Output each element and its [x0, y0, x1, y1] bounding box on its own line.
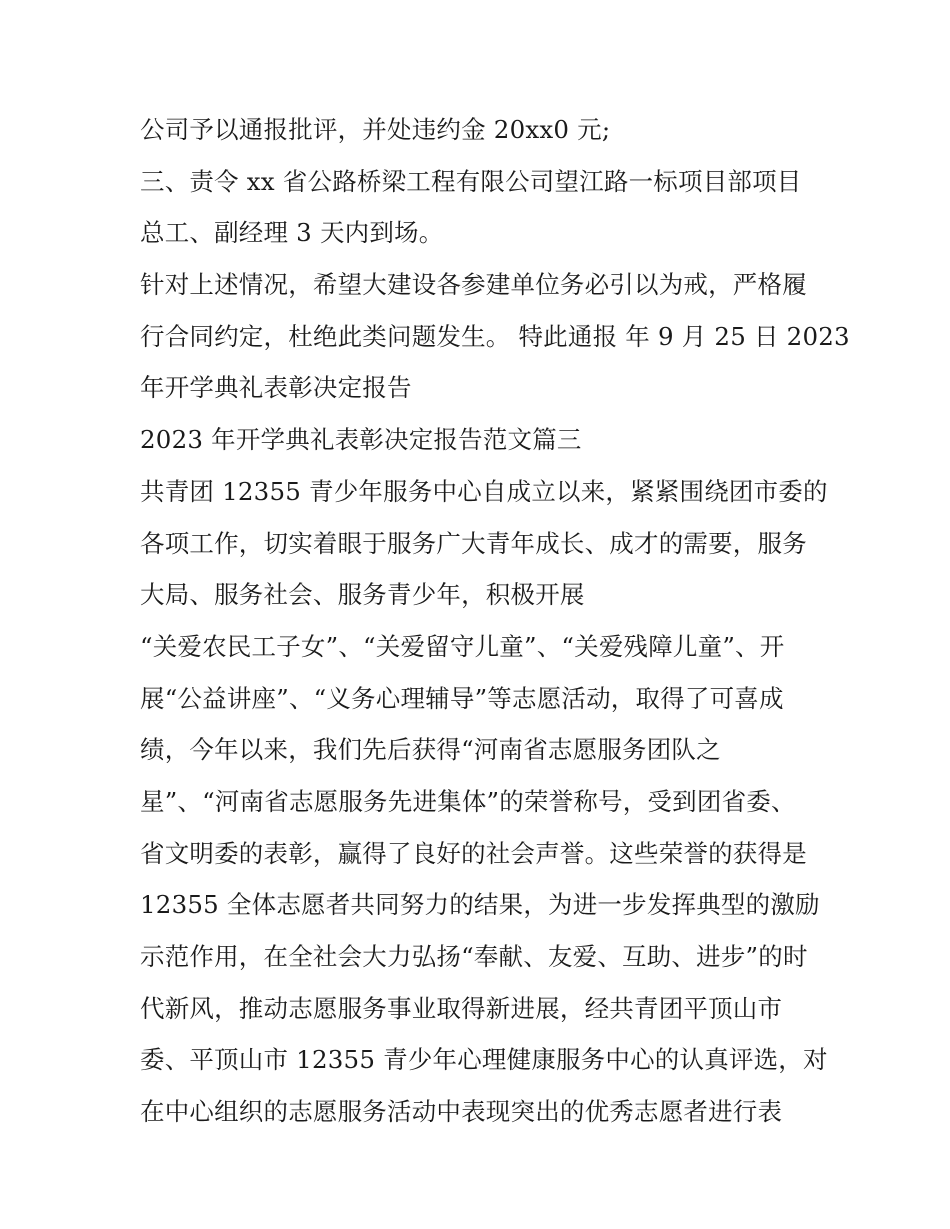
text-line: 共青团 12355 青少年服务中心自成立以来，紧紧围绕团市委的: [140, 476, 828, 506]
text-line: 绩，今年以来，我们先后获得“河南省志愿服务团队之: [140, 735, 721, 765]
text-line: 总工、副经理 3 天内到场。: [140, 218, 444, 248]
text-line: 公司予以通报批评，并处违约金 20xx0 元;: [140, 115, 611, 144]
text-line: “关爱农民工子女”、“关爱留守儿童”、“关爱残障儿童”、开: [140, 631, 785, 661]
text-line: 在中心组织的志愿服务活动中表现突出的优秀志愿者进行表: [140, 1097, 783, 1127]
section-heading: 2023 年开学典礼表彰决定报告范文篇三: [140, 425, 582, 455]
text-line: 12355 全体志愿者共同努力的结果，为进一步发挥典型的激励: [140, 890, 820, 920]
text-line: 委、平顶山市 12355 青少年心理健康服务中心的认真评选，对: [140, 1045, 828, 1075]
text-line: 星”、“河南省志愿服务先进集体”的荣誉称号，受到团省委、: [140, 786, 796, 816]
text-line: 各项工作，切实着眼于服务广大青年成长、成才的需要，服务: [140, 528, 807, 558]
text-line: 行合同约定，杜绝此类问题发生。 特此通报 年 9 月 25 日 2023: [140, 321, 850, 351]
text-line: 示范作用，在全社会大力弘扬“奉献、友爱、互助、进步”的时: [140, 942, 808, 971]
text-line: 针对上述情况，希望大建设各参建单位务必引以为戒，严格履: [140, 270, 807, 300]
text-line: 大局、服务社会、服务青少年，积极开展: [140, 580, 585, 610]
text-line: 年开学典礼表彰决定报告: [140, 373, 412, 403]
text-line: 三、责令 xx 省公路桥梁工程有限公司望江路一标项目部项目: [140, 166, 802, 196]
text-line: 代新风，推动志愿服务事业取得新进展，经共青团平顶山市: [140, 993, 783, 1023]
text-line: 展“公益讲座”、“义务心理辅导”等志愿活动，取得了可喜成: [140, 683, 784, 713]
text-line: 省文明委的表彰，赢得了良好的社会声誉。这些荣誉的获得是: [140, 838, 807, 868]
document-body: [140, 104, 850, 1138]
